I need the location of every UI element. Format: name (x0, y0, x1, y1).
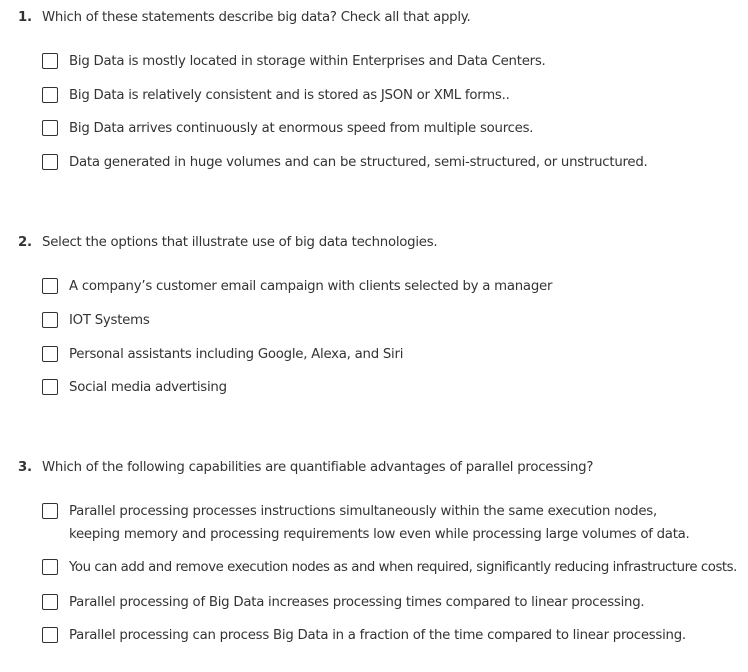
option-label[interactable]: Parallel processing processes instructions simultaneously within the same execution nodes, keeping memory and processing requirements low even while processing large volumes of data. (69, 504, 690, 542)
option-checkbox[interactable] (42, 278, 58, 294)
option-label[interactable]: Parallel processing of Big Data increases processing times compared to linear processing. (69, 595, 645, 610)
question-2-header (18, 235, 437, 250)
option-checkbox[interactable] (42, 312, 58, 328)
option-checkbox[interactable] (42, 503, 58, 519)
option-label[interactable]: Parallel processing can process Big Data in a fraction of the time compared to linear processing. (69, 628, 686, 643)
question-text: Which of the following capabilities are quantifiable advantages of parallel processing? (42, 460, 594, 475)
question-number: 1. (18, 10, 32, 25)
option-label[interactable]: IOT Systems (69, 313, 150, 328)
question-number: 3. (18, 460, 32, 475)
option-checkbox[interactable] (42, 87, 58, 103)
option-checkbox[interactable] (42, 627, 58, 643)
option-checkbox[interactable] (42, 346, 58, 362)
question-number: 2. (18, 235, 32, 250)
option-checkbox[interactable] (42, 559, 58, 575)
option-label[interactable]: Data generated in huge volumes and can be structured, semi-structured, or unstructured. (69, 155, 648, 170)
option-label[interactable]: Personal assistants including Google, Alexa, and Siri (69, 347, 404, 362)
option-label[interactable]: You can add and remove execution nodes as and when required, significantly reducing infrastructure costs. (69, 560, 737, 575)
question-3-header (18, 460, 593, 475)
option-checkbox[interactable] (42, 53, 58, 69)
option-checkbox[interactable] (42, 120, 58, 136)
option-label[interactable]: Big Data arrives continuously at enormous speed from multiple sources. (69, 121, 534, 136)
option-checkbox[interactable] (42, 154, 58, 170)
question-text: Which of these statements describe big data? Check all that apply. (42, 10, 471, 25)
option-label[interactable]: Big Data is relatively consistent and is stored as JSON or XML forms.. (69, 88, 510, 103)
question-text: Select the options that illustrate use of big data technologies. (42, 235, 438, 250)
option-label[interactable]: Social media advertising (69, 380, 227, 395)
question-1-header (18, 10, 471, 25)
option-checkbox[interactable] (42, 594, 58, 610)
option-label[interactable]: A company’s customer email campaign with clients selected by a manager (69, 279, 553, 294)
option-label[interactable]: Big Data is mostly located in storage within Enterprises and Data Centers. (69, 54, 546, 69)
option-checkbox[interactable] (42, 379, 58, 395)
